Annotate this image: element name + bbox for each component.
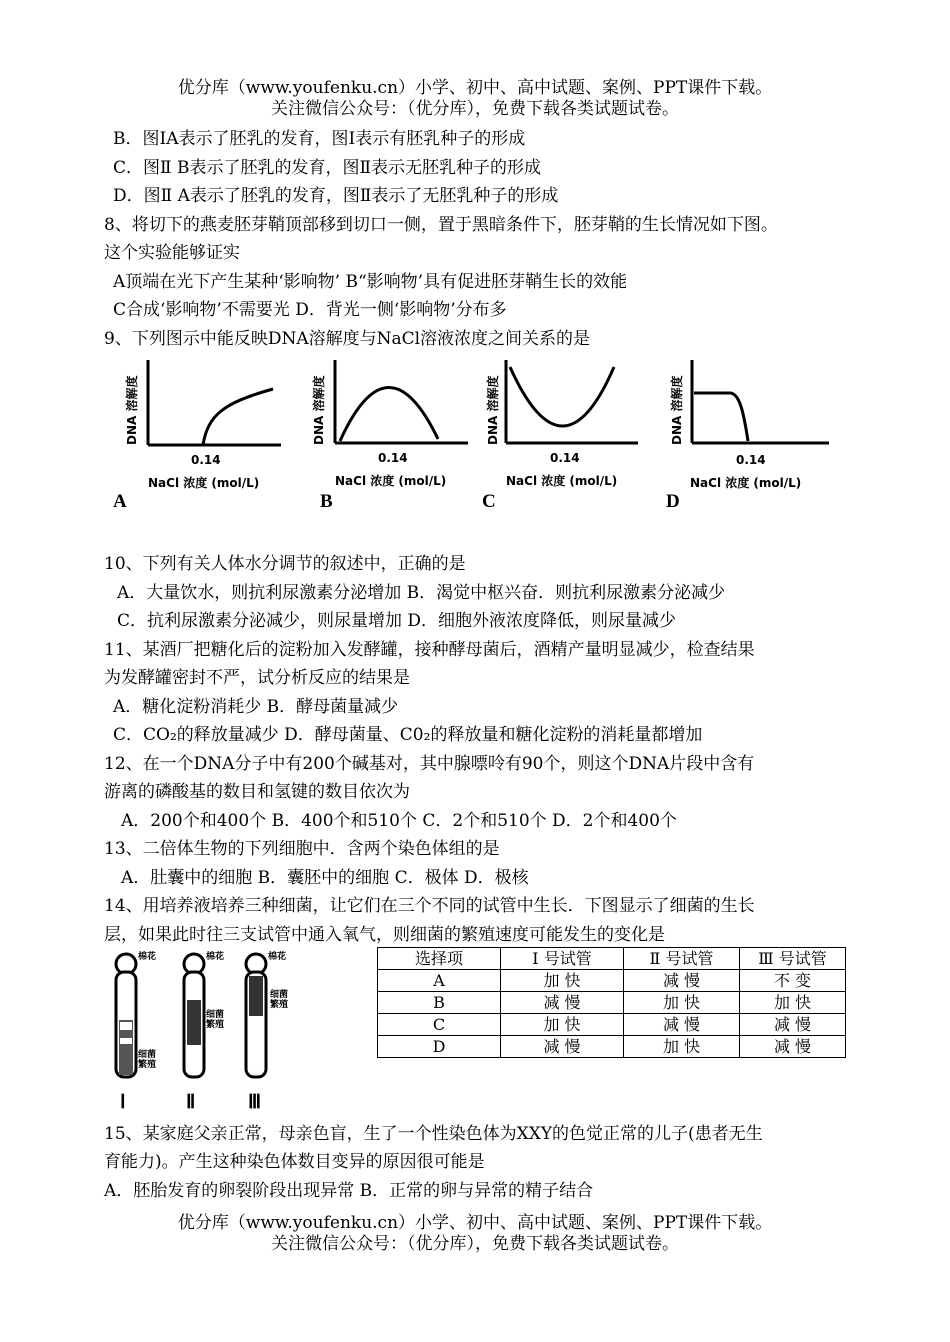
table-cell: A xyxy=(378,970,501,992)
graph-b-letter: B xyxy=(320,491,333,512)
question-14-cont: 层，如果此时往三支试管中通入氧气，则细菌的繁殖速度可能发生的变化是 xyxy=(104,925,665,945)
question-9: 9、下列图示中能反映DNA溶解度与NaCl溶液浓度之间关系的是 xyxy=(104,329,591,349)
question-11: 11、某酒厂把糖化后的淀粉加入发酵罐，接种酵母菌后，酒精产量明显减少，检查结果 xyxy=(104,640,755,660)
table-row xyxy=(378,1014,846,1036)
table-cell: D xyxy=(378,1036,501,1058)
graph-a-ylabel: DNA 溶解度 xyxy=(125,375,139,445)
question-15: 15、某家庭父亲正常，母亲色盲，生了一个性染色体为XXY的色觉正常的儿子(患者无生 xyxy=(104,1124,763,1144)
table-cell: 不 变 xyxy=(740,970,846,992)
table-cell: 减 慢 xyxy=(501,992,624,1014)
table-header-cell: 选择项 xyxy=(378,948,501,970)
question-8: 8、将切下的燕麦胚芽鞘顶部移到切口一侧，置于黑暗条件下，胚芽鞘的生长情况如下图。 xyxy=(104,215,778,235)
graph-d-xlabel: NaCl 浓度 (mol/L) xyxy=(690,476,802,490)
table-cell: C xyxy=(378,1014,501,1036)
table-cell: 加 快 xyxy=(740,992,846,1014)
graph-c-xlabel: NaCl 浓度 (mol/L) xyxy=(506,474,618,488)
tube-iii-cotton-label: 棉花 xyxy=(268,952,287,962)
footer-line-1: 优分库（www.youfenku.cn）小学、初中、高中试题、案例、PPT课件下载。 xyxy=(177,1213,773,1233)
option-d-q7: D．图Ⅱ A表示了胚乳的发育，图Ⅱ表示了无胚乳种子的形成 xyxy=(113,186,559,206)
q10-options-ab: A．大量饮水，则抗利尿激素分泌增加 B．渴觉中枢兴奋．则抗利尿激素分泌减少 xyxy=(117,583,726,603)
table-cell: B xyxy=(378,992,501,1014)
options-table xyxy=(377,947,846,1058)
q15-options-ab: A．胚胎发育的卵裂阶段出现异常 B．正常的卵与异常的精子结合 xyxy=(104,1181,594,1201)
test-tubes-figure xyxy=(108,950,308,1115)
question-13: 13、二倍体生物的下列细胞中．含两个染色体组的是 xyxy=(104,839,500,859)
table-header-cell: Ⅲ 号试管 xyxy=(740,948,846,970)
table-row xyxy=(378,992,846,1014)
graph-d-letter: D xyxy=(666,491,680,512)
graph-d-tick: 0.14 xyxy=(736,453,766,467)
question-14: 14、用培养液培养三种细菌，让它们在三个不同的试管中生长．下图显示了细菌的生长 xyxy=(104,896,755,916)
q8-options-ab: A顶端在光下产生某种‘影响物’ B“影响物’具有促进胚芽鞘生长的效能 xyxy=(113,272,628,292)
table-cell: 减 慢 xyxy=(624,1014,740,1036)
table-cell: 减 慢 xyxy=(740,1036,846,1058)
graph-a xyxy=(113,355,293,515)
table-row xyxy=(378,1036,846,1058)
table-cell: 加 快 xyxy=(624,1036,740,1058)
table-cell: 加 快 xyxy=(501,970,624,992)
header-line-1: 优分库（www.youfenku.cn）小学、初中、高中试题、案例、PPT课件下载。 xyxy=(177,78,773,98)
graph-a-xlabel: NaCl 浓度 (mol/L) xyxy=(148,476,260,490)
graph-c-ylabel: DNA 溶解度 xyxy=(486,375,500,445)
footer-line-2: 关注微信公众号：（优分库），免费下载各类试题试卷。 xyxy=(271,1234,679,1254)
tube-ii-label: Ⅱ xyxy=(186,1092,196,1113)
table-header-row xyxy=(378,948,846,970)
q11-options-ab: A．糖化淀粉消耗少 B．酵母菌量减少 xyxy=(113,697,399,717)
table-header-cell: Ⅱ 号试管 xyxy=(624,948,740,970)
question-8-cont: 这个实验能够证实 xyxy=(104,243,240,263)
graph-a-tick: 0.14 xyxy=(191,453,221,467)
q11-options-cd: C．CO₂的释放量减少 D．酵母菌量、C0₂的释放量和糖化淀粉的消耗量都增加 xyxy=(113,725,703,745)
graph-b-xlabel: NaCl 浓度 (mol/L) xyxy=(335,474,447,488)
question-12-cont: 游离的磷酸基的数目和氢键的数目依次为 xyxy=(104,782,410,802)
graph-a-letter: A xyxy=(113,491,127,512)
q12-options: A．200个和400个 B．400个和510个 C．2个和510个 D．2个和400个 xyxy=(121,811,677,831)
graph-c xyxy=(478,355,658,515)
option-c-q7: C．图Ⅱ B表示了胚乳的发育，图Ⅱ表示无胚乳种子的形成 xyxy=(113,158,542,178)
table-cell: 减 慢 xyxy=(501,1036,624,1058)
q8-options-cd: C合成‘影响物’不需要光 D．背光一侧‘影响物’分布多 xyxy=(113,300,507,320)
header-line-2: 关注微信公众号：（优分库），免费下载各类试题试卷。 xyxy=(271,99,679,119)
tube-i-cotton-label: 棉花 xyxy=(138,952,157,962)
tube-i-layer-label: 细菌繁殖 xyxy=(138,1050,157,1070)
question-10: 10、下列有关人体水分调节的叙述中，正确的是 xyxy=(104,554,466,574)
table-cell: 减 慢 xyxy=(740,1014,846,1036)
tube-iii-layer-label: 细菌繁殖 xyxy=(270,990,289,1010)
tube-ii-cotton-label: 棉花 xyxy=(206,952,225,962)
question-12: 12、在一个DNA分子中有200个碱基对，其中腺嘌呤有90个，则这个DNA片段中含有 xyxy=(104,754,755,774)
graph-b-tick: 0.14 xyxy=(378,451,408,465)
graph-d-ylabel: DNA 溶解度 xyxy=(670,375,684,445)
tube-iii-label: Ⅲ xyxy=(248,1092,262,1113)
graph-b-ylabel: DNA 溶解度 xyxy=(312,375,326,445)
table-row xyxy=(378,970,846,992)
tube-i-label: Ⅰ xyxy=(120,1092,126,1113)
table-cell: 加 快 xyxy=(624,992,740,1014)
graph-d xyxy=(664,355,844,515)
graph-c-letter: C xyxy=(482,491,496,512)
tube-ii-layer-label: 细菌繁殖 xyxy=(206,1010,225,1030)
graph-c-tick: 0.14 xyxy=(550,451,580,465)
table-header-cell: Ⅰ 号试管 xyxy=(501,948,624,970)
q10-options-cd: C．抗利尿激素分泌减少，则尿量增加 D．细胞外液浓度降低，则尿量减少 xyxy=(117,611,677,631)
table-cell: 加 快 xyxy=(501,1014,624,1036)
table-cell: 减 慢 xyxy=(624,970,740,992)
graph-b xyxy=(300,355,480,515)
question-15-cont: 育能力)。产生这种染色体数目变异的原因很可能是 xyxy=(104,1152,485,1172)
option-b-q7: B．图ⅠA表示了胚乳的发育，图Ⅰ表示有胚乳种子的形成 xyxy=(113,129,526,149)
q13-options: A．肚囊中的细胞 B．囊胚中的细胞 C．极体 D．极核 xyxy=(121,868,529,888)
question-11-cont: 为发酵罐密封不严，试分析反应的结果是 xyxy=(104,668,410,688)
